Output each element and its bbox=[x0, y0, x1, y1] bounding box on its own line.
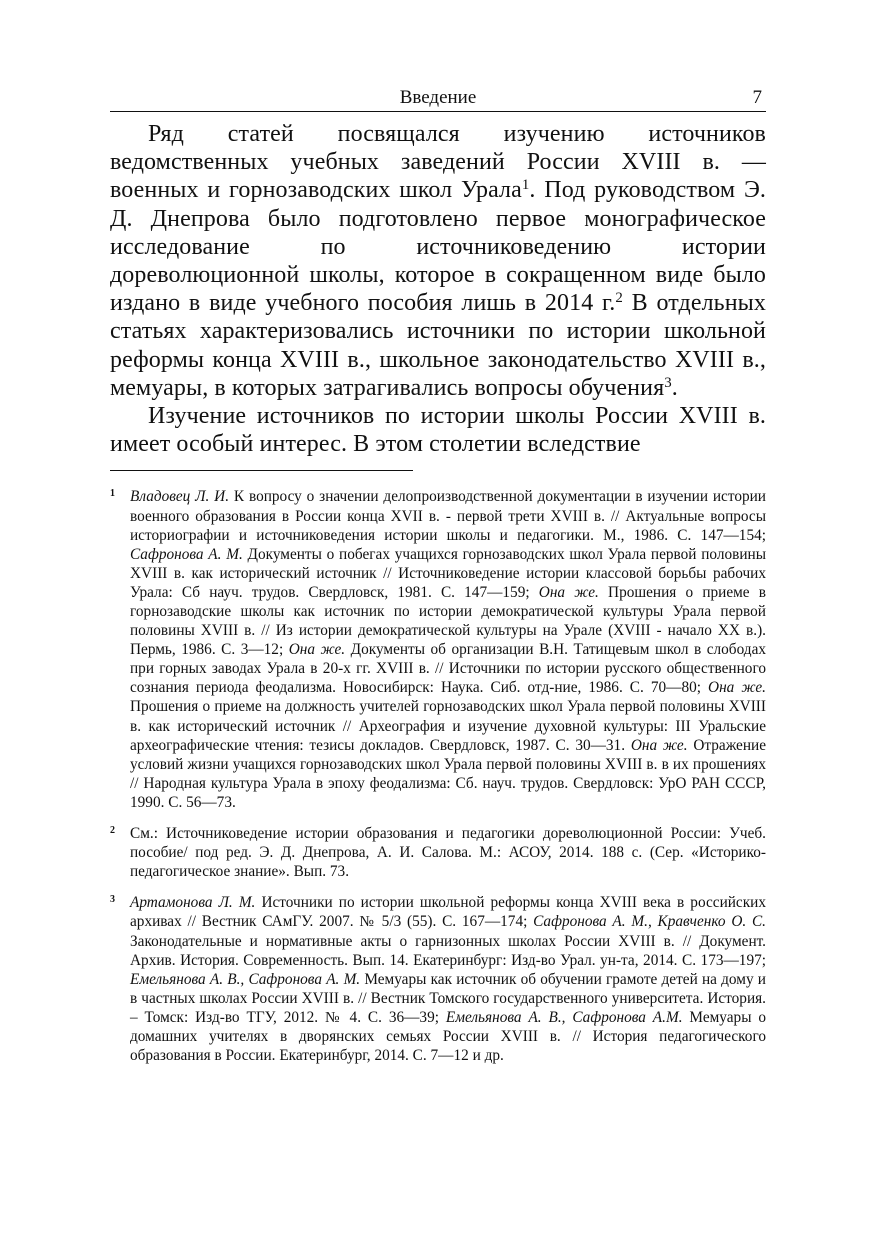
footnote-number: 3 bbox=[110, 894, 115, 906]
text-run: Изучение источников по истории школы России XVIII в. имеет особый интерес. В этом столетии вследствие bbox=[110, 403, 766, 458]
author-name: Емельянова А. В., Сафронова А. М. bbox=[130, 970, 361, 988]
footnote-ref[interactable]: 3 bbox=[664, 374, 672, 391]
footnote-3 bbox=[110, 893, 766, 1065]
footnote-separator bbox=[110, 470, 413, 471]
text-run: . bbox=[671, 374, 678, 401]
footnote-number: 2 bbox=[110, 825, 115, 837]
text-run: К вопросу о значении делопроизводственной документации в изучении истории военного образования в России конца XVII в. - первой трети XVIII в. // Актуальные вопросы историографии и источниковедения истории школы и педагогики. М., 1986. С. 147—154; bbox=[130, 488, 766, 544]
footnote-ref[interactable]: 2 bbox=[615, 290, 623, 307]
page bbox=[110, 84, 766, 1077]
author-name: Сафронова А. М. bbox=[130, 545, 243, 563]
running-header bbox=[110, 84, 766, 112]
text-run: В отдельных статьях характеризовались источники по истории школьной реформы конца XVIII в., школьное законодательство XVIII в., мемуары, в которых затрагивались вопросы обучения bbox=[110, 290, 766, 401]
chapter-title: Введение bbox=[399, 87, 477, 108]
text-run: Отражение условий жизни учащихся горнозаводских школ Урала первой половины XVIII в. в их прошениях // Народная культура Урала в эпоху феодализма: Сб. науч. трудов. Свердловск: УрО РАН СССР, 1990. С. 56—73. bbox=[130, 736, 767, 811]
author-name: Она же. bbox=[708, 679, 767, 697]
page-number: 7 bbox=[752, 87, 762, 108]
footnote-text bbox=[130, 824, 766, 881]
footnote-text bbox=[130, 487, 766, 812]
author-name: Она же. bbox=[538, 583, 599, 601]
text-run: Законодательные и нормативные акты о гарнизонных школах России XVIII в. // Документ. Архив. История. Современность. Вып. 14. Екатеринбург: Изд-во Урал. ун-та, 2014. С. 173—197; bbox=[130, 932, 766, 969]
author-name: Она же. bbox=[630, 736, 688, 754]
text-run: Документы о побегах учащихся горнозаводских школ Урала первой половины XVIII в. как исторический источник // Источниковедение истории классовой борьбы рабочих Урала: Сб науч. трудов. Свердловск, 1981. С. 147—159; bbox=[130, 545, 766, 601]
footnote-1 bbox=[110, 487, 766, 812]
text-run: См.: Источниковедение истории образования и педагогики дореволюционной России: Учеб. пособие/ под ред. Э. Д. Днепрова, А. И. Салова. М.: АСОУ, 2014. 188 с. (Сер. «Историко-педагогическое знание». Вып. 73. bbox=[130, 825, 766, 881]
author-name: Сафронова А. М., Кравченко О. С. bbox=[533, 913, 766, 931]
text-run: Прошения о приеме на должность учителей горнозаводских школ Урала первой половины XVIII в. как исторический источник // Археография и изучение духовной культуры: III Уральские археографические чтения: тезисы докладов. Свердловск, 1987. С. 30—31. bbox=[130, 698, 766, 754]
footnotes bbox=[110, 487, 766, 1065]
text-run: Документы об организации В.Н. Татищевым школ в слободах при горных заводах Урала в 20-х гг. XVIII в. // Источники по истории русского общественного сознания периода феодализма. Новосибирск: Наука. Сиб. отд-ние, 1986. С. 70—80; bbox=[130, 641, 767, 697]
footnote-text bbox=[130, 893, 766, 1065]
author-name: Она же. bbox=[288, 641, 346, 659]
text-run: Ряд статей посвящался изучению источников ведомственных учебных заведений России XVIII в. — военных и горнозаводских школ Урала bbox=[110, 121, 766, 204]
author-name: Владовец Л. И. bbox=[130, 488, 230, 506]
text-run: Мемуары как источник об обучении грамоте детей на дому и в частных школах России XVIII в. // Вестник Томского государственного университета. История. – Томск: Изд-во ТГУ, 2012. № 4. С. 36—39; bbox=[130, 970, 766, 1026]
author-name: Артамонова Л. М. bbox=[130, 894, 256, 912]
author-name: Емельянова А. В., Сафронова А.М. bbox=[445, 1008, 683, 1026]
main-text bbox=[110, 120, 766, 458]
text-run: Источники по истории школьной реформы конца XVIII века в российских архивах // Вестник САмГУ. 2007. № 5/3 (55). С. 167—174; bbox=[130, 894, 766, 931]
paragraph-2 bbox=[110, 402, 766, 458]
footnote-2 bbox=[110, 824, 766, 881]
footnote-number: 1 bbox=[110, 488, 115, 500]
footnote-ref[interactable]: 1 bbox=[521, 177, 530, 194]
paragraph-1 bbox=[110, 120, 766, 402]
text-run: Мемуары о домашних учителях в дворянских семьях России XVIII в. // История педагогического образования в России. Екатеринбург, 2014. С. 7—12 и др. bbox=[130, 1008, 767, 1065]
text-run: Прошения о приеме в горнозаводские школы как источник по истории демократической культуры Урала первой половины XVIII в. // Из истории демократической культуры на Урале (XVIII - начало XX в.). Пермь, 1986. С. 3—12; bbox=[130, 583, 766, 659]
text-run: . Под руководством Э. Д. Днепрова было подготовлено первое монографическое исследование по источниковедению истории дореволюционной школы, которое в сокращенном виде было издано в виде учебного пособия лишь в 2014 г. bbox=[110, 177, 766, 317]
